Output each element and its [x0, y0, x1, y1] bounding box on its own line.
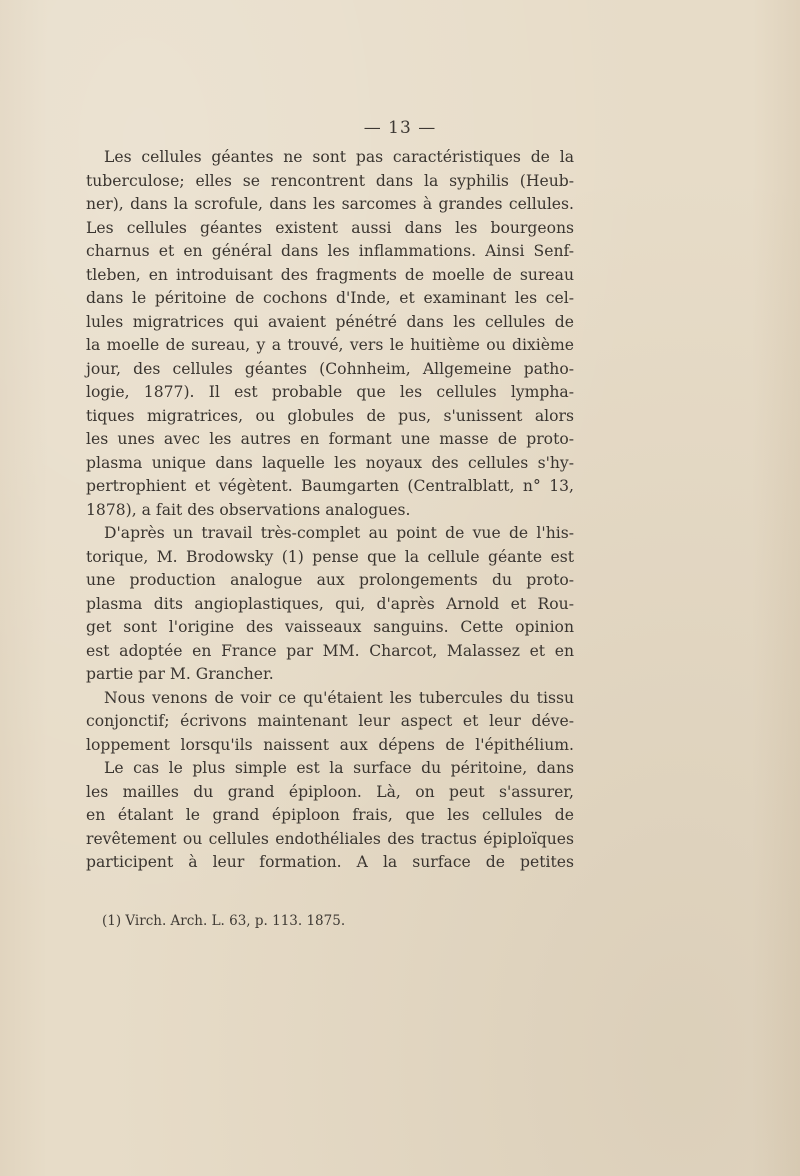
- text-line: les unes avec les autres en formant une masse de proto-: [86, 430, 574, 448]
- text-line: jour, des cellules géantes (Cohnheim, Allgemeine patho-: [86, 359, 574, 378]
- text-line: loppement lorsqu'ils naissent aux dépens de l'épithélium.: [86, 735, 574, 754]
- text-line: en étalant le grand épiploon frais, que les cellules de: [86, 806, 574, 824]
- text-line: Le cas le plus simple est la surface du péritoine, dans: [104, 759, 574, 777]
- text-line: Les cellules géantes ne sont pas caractéristiques de la: [104, 148, 574, 166]
- text-line: tleben, en introduisant des fragments de moelle de sureau: [86, 265, 574, 284]
- text-line: Les cellules géantes existent aussi dans les bourgeons: [86, 218, 574, 237]
- text-line: est adoptée en France par MM. Charcot, Malassez et en: [86, 641, 574, 660]
- text-line: participent à leur formation. A la surface de petites: [86, 853, 574, 871]
- text-line: tuberculose; elles se rencontrent dans la syphilis (Heub-: [86, 171, 574, 190]
- text-line: get sont l'origine des vaisseaux sanguins. Cette opinion: [86, 618, 574, 636]
- text-line: revêtement ou cellules endothéliales des tractus épiploïques: [86, 829, 574, 848]
- body-text: [86, 146, 574, 875]
- text-line: partie par M. Grancher.: [86, 665, 274, 683]
- text-line: 1878), a fait des observations analogues.: [86, 500, 411, 519]
- text-line: plasma dits angioplastiques, qui, d'après Arnold et Rou-: [86, 594, 574, 613]
- text-line: une production analogue aux prolongements du proto-: [86, 571, 574, 589]
- text-line: logie, 1877). Il est probable que les cellules lympha-: [86, 383, 574, 401]
- text-line: dans le péritoine de cochons d'Inde, et examinant les cel-: [86, 289, 574, 307]
- text-line: torique, M. Brodowsky (1) pense que la cellule géante est: [86, 547, 574, 566]
- text-line: la moelle de sureau, y a trouvé, vers le huitième ou dixième: [86, 336, 574, 354]
- text-line: conjonctif; écrivons maintenant leur aspect et leur déve-: [86, 712, 574, 730]
- text-line: charnus et en général dans les inflammations. Ainsi Senf-: [86, 242, 574, 260]
- text-line: tiques migratrices, ou globules de pus, s'unissent alors: [86, 406, 574, 425]
- text-line: plasma unique dans laquelle les noyaux des cellules s'hy-: [86, 453, 574, 472]
- text-line: les mailles du grand épiploon. Là, on peut s'assurer,: [86, 782, 574, 801]
- text-line: ner), dans la scrofule, dans les sarcomes à grandes cellules.: [86, 195, 574, 213]
- page-number: — 13 —: [363, 118, 437, 138]
- text-line: D'après un travail très-complet au point de vue de l'his-: [104, 524, 574, 542]
- text-line: Nous venons de voir ce qu'étaient les tubercules du tissu: [104, 688, 574, 707]
- text-line: pertrophient et végètent. Baumgarten (Centralblatt, n° 13,: [86, 477, 574, 495]
- footnote: (1) Virch. Arch. L. 63, p. 113. 1875.: [102, 913, 346, 929]
- text-line: lules migratrices qui avaient pénétré dans les cellules de: [86, 312, 574, 331]
